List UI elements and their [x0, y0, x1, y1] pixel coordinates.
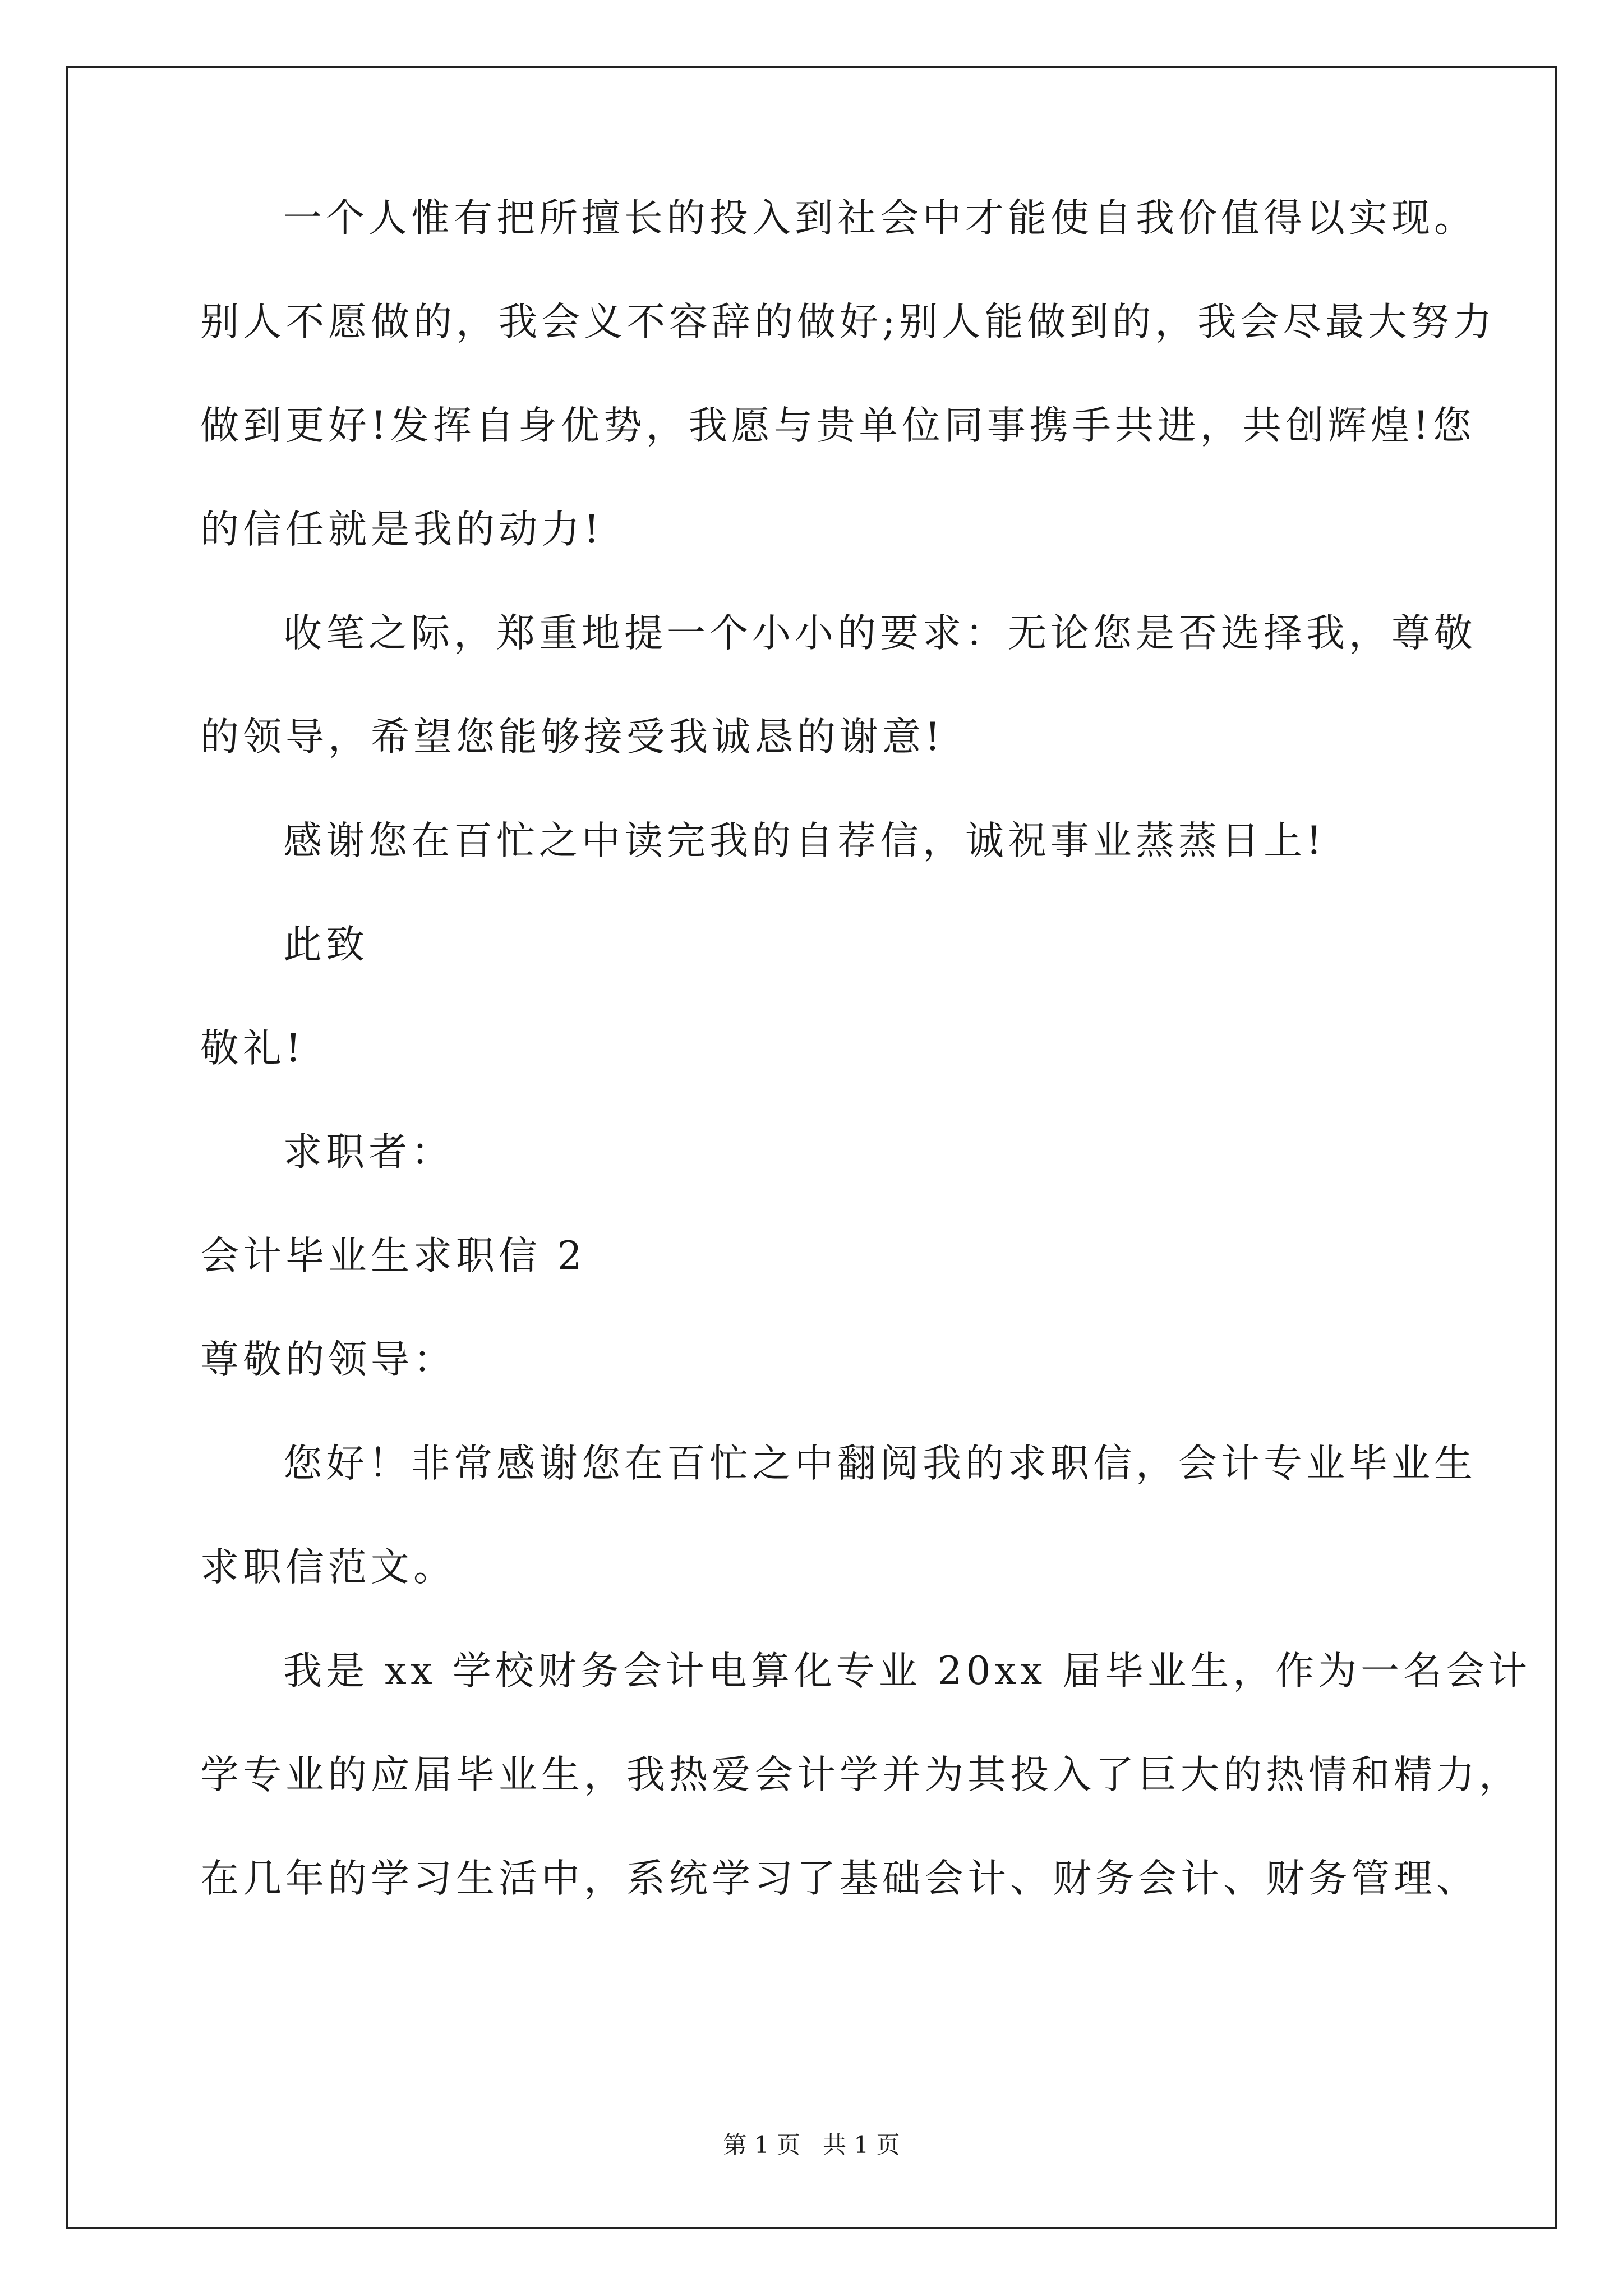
paragraph-line: 收笔之际，郑重地提一个小小的要求：无论您是否选择我，尊敬: [283, 611, 1477, 656]
paragraph-line: 求职信范文。: [200, 1545, 456, 1590]
paragraph-line: 在几年的学习生活中，系统学习了基础会计、财务会计、财务管理、: [200, 1856, 1479, 1901]
closing-regards: 敬礼!: [200, 1026, 305, 1071]
page-number-footer: 第 1 页 共 1 页: [723, 2131, 900, 2159]
paragraph-line: 做到更好!发挥自身优势，我愿与贵单位同事携手共进，共创辉煌!您: [200, 403, 1476, 448]
paragraph-line: 的领导，希望您能够接受我诚恳的谢意!: [200, 715, 944, 760]
paragraph-line: 您好！非常感谢您在百忙之中翻阅我的求职信，会计专业毕业生: [283, 1441, 1477, 1486]
greeting: 尊敬的领导：: [200, 1337, 456, 1382]
closing-salutation: 此致: [283, 922, 368, 967]
paragraph-line: 的信任就是我的动力!: [200, 507, 603, 552]
paragraph-line: 别人不愿做的，我会义不容辞的做好;别人能做到的，我会尽最大努力: [200, 300, 1496, 344]
signature-label: 求职者：: [283, 1130, 454, 1175]
paragraph-line: 我是 xx 学校财务会计电算化专业 20xx 届毕业生，作为一名会计: [283, 1649, 1532, 1694]
paragraph-line: 一个人惟有把所擅长的投入到社会中才能使自我价值得以实现。: [283, 196, 1477, 241]
paragraph-line: 感谢您在百忙之中读完我的自荐信，诚祝事业蒸蒸日上!: [283, 818, 1326, 863]
paragraph-line: 学专业的应届毕业生，我热爱会计学并为其投入了巨大的热情和精力，: [200, 1752, 1521, 1797]
section-title: 会计毕业生求职信 2: [200, 1234, 586, 1278]
